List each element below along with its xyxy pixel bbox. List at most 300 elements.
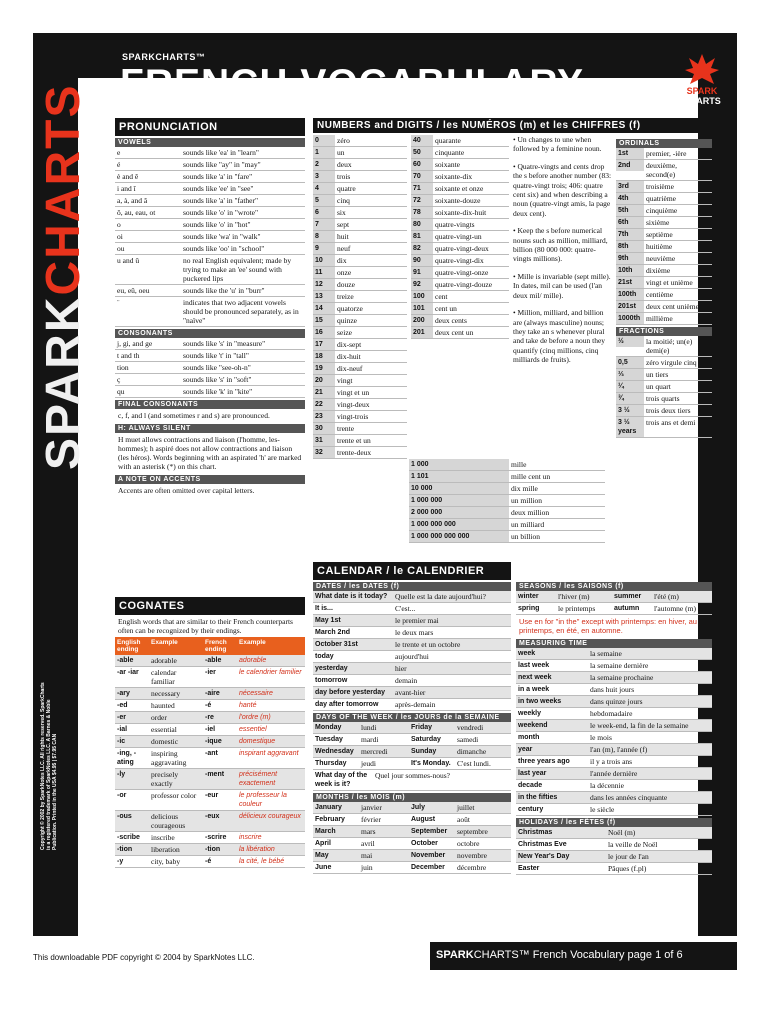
num2-cell: soixante-dix <box>435 172 473 181</box>
measuring-row <box>516 696 712 708</box>
num2-row <box>411 279 509 291</box>
cognates-cell: -ic <box>117 738 126 745</box>
side-brand <box>36 84 91 470</box>
consonants-cell: sounds like "see-oh-n" <box>183 363 251 372</box>
num2-cell: quatre-vingt-douze <box>435 280 493 289</box>
cognates-cell: -ed <box>117 702 128 709</box>
cognates-cell: -y <box>117 858 124 865</box>
dates-cell: le premier mai <box>395 616 439 625</box>
cognates-section <box>115 597 305 868</box>
large-numbers-table <box>409 459 605 543</box>
numbers-note: • Quatre-vingts and cents drop the s before another number (83: quatre-vingt trois; 406: quatre cent six) and when describing a noun (quatre-vingt amis, la page deux cent). <box>513 161 612 218</box>
num2-row <box>411 135 509 147</box>
measuring-row <box>516 660 712 672</box>
numbers-note: • Mille is invariable (sept mille). In dates, mil can be used (l'an deux mil/ mille). <box>513 271 611 300</box>
vowels-row <box>115 159 305 171</box>
cognates-cell: -tion <box>117 846 133 853</box>
num2-cell: 80 <box>411 219 433 230</box>
page-title: FRENCH VOCABULARY <box>120 62 585 105</box>
measuring-row <box>516 744 712 756</box>
holidays-row <box>516 827 712 839</box>
cognates-header <box>115 637 305 655</box>
ordinals-row <box>616 193 712 205</box>
vowels-row <box>115 231 305 243</box>
num2-cell: soixante-douze <box>435 196 481 205</box>
numbig-row <box>409 495 605 507</box>
vowels-table <box>115 147 305 327</box>
consonants-row <box>115 374 305 386</box>
numbig-cell: 1 000 000 000 <box>409 519 509 530</box>
num1-row <box>313 231 407 243</box>
pronunciation-section <box>115 118 305 497</box>
vowels-cell: ô, au, eau, ot <box>117 208 156 217</box>
vowels-row <box>115 285 305 297</box>
dates-cell: March 2nd <box>315 629 351 636</box>
num2-cell: 200 <box>411 315 433 326</box>
vowels-row <box>115 147 305 159</box>
measuring-cell: in two weeks <box>518 698 562 705</box>
days-row <box>313 734 511 746</box>
num2-row <box>411 207 509 219</box>
cognates-cell: -aire <box>205 690 220 697</box>
ordinals-row <box>616 313 712 325</box>
num1-row <box>313 327 407 339</box>
consonants-cell: sounds like 't' in "tall" <box>183 351 249 360</box>
num2-row <box>411 183 509 195</box>
ordinals-cell: deuxième, second(e) <box>646 161 678 179</box>
months-cell: octobre <box>457 839 480 848</box>
vowels-cell: sounds like 'o' in "wrote" <box>183 208 259 217</box>
logo-line2: CHARTS <box>683 96 721 106</box>
seasons-cell: summer <box>614 593 642 600</box>
num1-cell: huit <box>337 232 349 241</box>
months-cell: novembre <box>457 851 487 860</box>
dates-row <box>313 615 511 627</box>
cognates-cell: -ier <box>205 669 216 676</box>
ordinals-cell: 21st <box>616 277 644 288</box>
num1-cell: vingt et un <box>337 388 370 397</box>
months-cell: December <box>411 864 445 871</box>
holidays-cell: Pâques (f.pl) <box>608 864 647 873</box>
consonants-row <box>115 362 305 374</box>
days-cell: Tuesday <box>315 736 343 743</box>
num1-row <box>313 315 407 327</box>
num2-cell: quarante <box>435 136 461 145</box>
pronunciation-title: PRONUNCIATION <box>115 118 305 136</box>
num1-row <box>313 207 407 219</box>
dates-cell: yesterday <box>315 665 348 672</box>
num1-row <box>313 159 407 171</box>
dates-cell: October 31st <box>315 641 358 648</box>
consonants-cell: sounds like 'k' in "kite" <box>183 387 253 396</box>
holidays-title: HOLIDAYS / les FÊTES (f) <box>516 818 712 827</box>
num1-cell: 1 <box>313 147 335 158</box>
dates-row <box>313 591 511 603</box>
num2-row <box>411 315 509 327</box>
num1-cell: seize <box>337 328 352 337</box>
num2-cell: 82 <box>411 243 433 254</box>
cognates-cell: nécessaire <box>239 690 273 697</box>
months-table <box>313 802 511 874</box>
numbig-cell: mille <box>511 460 527 469</box>
holidays-table <box>516 827 712 875</box>
cognates-title: COGNATES <box>115 597 305 615</box>
num1-row <box>313 423 407 435</box>
months-cell: juin <box>361 863 373 872</box>
day-question-row <box>313 770 511 791</box>
days-cell: mercredi <box>361 747 388 756</box>
h-silent-text: H muet allows contractions and liaison (l'homme, les-hommes); h aspiré does not allow contractions and liaison (les héros). Words beginning with an aspirated 'h' are marked with an asterisk (*) on this chart. <box>118 435 302 471</box>
num2-cell: 101 <box>411 303 433 314</box>
consonants-row <box>115 350 305 362</box>
dates-cell: après-demain <box>395 700 436 709</box>
vowels-cell: è and ê <box>117 172 139 181</box>
consonants-cell: t and th <box>117 351 140 360</box>
days-cell: jeudi <box>361 759 376 768</box>
days-cell: Saturday <box>411 736 441 743</box>
vowels-cell: sounds like "ay" in "may" <box>183 160 261 169</box>
ordinals-cell: troisième <box>646 182 674 191</box>
dates-cell: demain <box>395 676 418 685</box>
num1-cell: 10 <box>313 255 335 266</box>
months-cell: juillet <box>457 803 475 812</box>
num2-cell: 72 <box>411 195 433 206</box>
ordinals-cell: centième <box>646 290 674 299</box>
days-cell: samedi <box>457 735 479 744</box>
months-row <box>313 802 511 814</box>
months-title: MONTHS / les MOIS (m) <box>313 793 511 802</box>
h-silent-title: H: ALWAYS SILENT <box>115 424 305 433</box>
vowels-row <box>115 171 305 183</box>
fractions-row <box>616 381 712 393</box>
num1-row <box>313 291 407 303</box>
ordinals-row <box>616 160 712 181</box>
fractions-cell: la moitié; un(e) demi(e) <box>646 337 693 355</box>
num2-row <box>411 159 509 171</box>
num1-cell: 12 <box>313 279 335 290</box>
num2-cell: quatre-vingts <box>435 220 475 229</box>
num1-row <box>313 339 407 351</box>
num2-cell: deux cent un <box>435 328 474 337</box>
num1-cell: dix-huit <box>337 352 361 361</box>
days-cell: C'est lundi. <box>457 759 491 768</box>
seasons-row <box>516 591 712 603</box>
cognates-cell: la libération <box>239 846 275 853</box>
num1-row <box>313 447 407 459</box>
numbers-title: NUMBERS and DIGITS / les NUMÉROS (m) et les CHIFFRES (f) <box>313 118 709 133</box>
fractions-cell: ⅓ <box>616 369 644 380</box>
measuring-cell: la semaine dernière <box>590 661 649 670</box>
num2-cell: 81 <box>411 231 433 242</box>
num1-cell: trente et un <box>337 436 371 445</box>
num2-row <box>411 195 509 207</box>
cognates-cell: -ial <box>117 726 128 733</box>
cognates-cell: -é <box>205 702 212 709</box>
vowels-row <box>115 207 305 219</box>
num1-row <box>313 363 407 375</box>
num1-cell: vingt <box>337 376 353 385</box>
num1-cell: dix-neuf <box>337 364 363 373</box>
footer-bar <box>430 942 737 970</box>
vowels-cell: sounds like 'o' in "hot" <box>183 220 251 229</box>
vowels-title: VOWELS <box>115 138 305 147</box>
vowels-cell: indicates that two adjacent vowels should be pronounced separately, as in "naïve" <box>183 298 299 325</box>
cognates-cell: domestique <box>239 738 276 745</box>
numbers-note: • Un changes to une when followed by a feminine noun. <box>513 135 602 154</box>
cognates-cell: haunted <box>151 701 175 710</box>
ordinals-cell: deux cent unième <box>646 302 699 311</box>
cognates-cell: -able <box>205 657 222 664</box>
ordinals-row <box>616 289 712 301</box>
num1-cell: 11 <box>313 267 335 278</box>
cognates-header-col4: Example <box>239 639 266 646</box>
num2-cell: 70 <box>411 171 433 182</box>
footer-copyright: This downloadable PDF copyright © 2004 by SparkNotes LLC. <box>33 953 255 962</box>
num1-cell: six <box>337 208 346 217</box>
cognates-cell: domestic <box>151 737 179 746</box>
num1-cell: 5 <box>313 195 335 206</box>
measuring-cell: weekly <box>518 710 541 717</box>
holidays-row <box>516 851 712 863</box>
sparkcharts-logo <box>676 52 728 116</box>
ordinals-cell: cinquième <box>646 206 678 215</box>
dates-row <box>313 699 511 711</box>
num1-row <box>313 171 407 183</box>
vowels-row <box>115 183 305 195</box>
days-cell: Thursday <box>315 760 347 767</box>
consonants-cell: ç <box>117 375 121 384</box>
holidays-cell: New Year's Day <box>518 853 570 860</box>
accents-text: Accents are often omitted over capital letters. <box>118 486 255 495</box>
num2-cell: deux cents <box>435 316 467 325</box>
vowels-cell: o <box>117 220 121 229</box>
num1-row <box>313 303 407 315</box>
fractions-cell: un quart <box>646 382 671 391</box>
ordinals-cell: 1st <box>616 148 644 159</box>
months-cell: septembre <box>457 827 488 836</box>
measuring-cell: last week <box>518 662 550 669</box>
fractions-cell: 3 ½ <box>616 405 644 416</box>
num1-cell: 20 <box>313 375 335 386</box>
logo-line1: SPARK <box>686 86 718 96</box>
cognates-row <box>115 688 305 700</box>
measuring-cell: decade <box>518 782 543 789</box>
cognates-row <box>115 667 305 688</box>
num1-row <box>313 243 407 255</box>
fractions-cell: 0,5 <box>616 357 644 368</box>
ordinals-row <box>616 277 712 289</box>
months-cell: janvier <box>361 803 382 812</box>
ordinals-cell: premier, -ière <box>646 149 687 158</box>
ordinals-row <box>616 241 712 253</box>
vowels-cell: sounds like 'ee' in "see" <box>183 184 254 193</box>
num2-cell: 91 <box>411 267 433 278</box>
ordinals-cell: septième <box>646 230 673 239</box>
holidays-cell: Noël (m) <box>608 828 636 837</box>
num2-cell: quatre-vingt-deux <box>435 244 489 253</box>
num1-row <box>313 279 407 291</box>
ordinals-row <box>616 229 712 241</box>
seasons-cell: l'été (m) <box>654 592 679 601</box>
num1-cell: 6 <box>313 207 335 218</box>
numbig-row <box>409 507 605 519</box>
numbig-cell: 2 000 000 <box>409 507 509 518</box>
days-cell: Monday <box>315 724 342 731</box>
holidays-cell: la veille de Noël <box>608 840 658 849</box>
num2-cell: cent <box>435 292 448 301</box>
num2-cell: quatre-vingt-dix <box>435 256 484 265</box>
measuring-row <box>516 768 712 780</box>
num1-cell: neuf <box>337 244 351 253</box>
num2-cell: 100 <box>411 291 433 302</box>
measuring-cell: three years ago <box>518 758 570 765</box>
num1-row <box>313 135 407 147</box>
consonants-cell: sounds like 's' in "soft" <box>183 375 252 384</box>
ordinals-cell: 10th <box>616 265 644 276</box>
months-cell: mars <box>361 827 376 836</box>
measuring-cell: in the fifties <box>518 794 558 801</box>
months-row <box>313 850 511 862</box>
num1-cell: vingt-trois <box>337 412 369 421</box>
numbig-row <box>409 459 605 471</box>
num2-cell: quatre-vingt-onze <box>435 268 489 277</box>
cognates-cell: le calendrier familier <box>239 669 302 676</box>
measuring-row <box>516 672 712 684</box>
dates-table <box>313 591 511 711</box>
ordinals-cell: 3rd <box>616 181 644 192</box>
cognates-cell: adorable <box>151 656 177 665</box>
cognates-row <box>115 790 305 811</box>
cognates-header-col1: English ending <box>117 639 141 653</box>
num1-cell: 3 <box>313 171 335 182</box>
cognates-cell: le professeur la couleur <box>239 792 287 808</box>
measuring-cell: la décennie <box>590 781 624 790</box>
days-cell: lundi <box>361 723 377 732</box>
months-cell: November <box>411 852 446 859</box>
vowels-cell: a, à, and â <box>117 196 148 205</box>
months-cell: avril <box>361 839 375 848</box>
num1-cell: 21 <box>313 387 335 398</box>
ordinals-table <box>616 148 712 325</box>
num2-row <box>411 219 509 231</box>
days-row <box>313 722 511 734</box>
cognates-header-col2: Example <box>151 639 178 646</box>
num1-row <box>313 399 407 411</box>
fractions-cell: ¼ <box>616 381 644 392</box>
cognates-cell: inscribe <box>151 833 175 842</box>
dates-row <box>313 603 511 615</box>
months-row <box>313 826 511 838</box>
days-cell: vendredi <box>457 723 484 732</box>
season-note: Use en for "in the" except with printemps: en hiver, au printemps, en été, en automne. <box>519 617 697 635</box>
numbers-column-1 <box>313 135 407 459</box>
num1-cell: douze <box>337 280 355 289</box>
measuring-row <box>516 648 712 660</box>
footer-page-label: CHARTS™ French Vocabulary page 1 of 6 <box>473 949 683 961</box>
ordinals-cell: 7th <box>616 229 644 240</box>
num2-row <box>411 231 509 243</box>
vowels-cell: sounds like 'a' in "fare" <box>183 172 253 181</box>
days-cell: dimanche <box>457 747 487 756</box>
fractions-cell: un tiers <box>646 370 669 379</box>
num2-cell: 60 <box>411 159 433 170</box>
cognates-cell: -ar -iar <box>117 669 139 676</box>
fractions-row <box>616 336 712 357</box>
num1-cell: 13 <box>313 291 335 302</box>
measuring-row <box>516 684 712 696</box>
num1-cell: 18 <box>313 351 335 362</box>
months-cell: March <box>315 828 336 835</box>
vowels-cell: sounds like 'ea' in "learn" <box>183 148 259 157</box>
fractions-row <box>616 393 712 405</box>
num1-cell: 19 <box>313 363 335 374</box>
numbig-row <box>409 531 605 543</box>
seasons-cell: l'hiver (m) <box>558 592 590 601</box>
numbig-cell: un milliard <box>511 520 545 529</box>
seasons-section <box>516 580 712 875</box>
num2-row <box>411 267 509 279</box>
num1-cell: dix <box>337 256 347 265</box>
numbers-column-2 <box>411 135 509 339</box>
num1-cell: quatre <box>337 184 356 193</box>
ordinals-row <box>616 301 712 313</box>
consonants-row <box>115 338 305 350</box>
cognates-cell: inspiring aggravating <box>151 749 187 767</box>
cognates-cell: -ing, -ating <box>117 750 137 766</box>
ordinals-row <box>616 205 712 217</box>
measuring-row <box>516 732 712 744</box>
consonants-row <box>115 386 305 398</box>
vowels-cell: oi <box>117 232 123 241</box>
vowels-row <box>115 219 305 231</box>
numbig-cell: 1 000 000 <box>409 495 509 506</box>
ordinals-cell: neuvième <box>646 254 676 263</box>
num1-cell: 14 <box>313 303 335 314</box>
final-consonants-text: c, f, and l (and sometimes r and s) are pronounced. <box>118 411 270 420</box>
numbers-note: • Keep the s before numerical nouns such as million, milliard, billion (80 000 000: quatre-vingts millions). <box>513 226 608 264</box>
ordinals-row <box>616 217 712 229</box>
num1-row <box>313 435 407 447</box>
dates-cell: What date is it today? <box>315 593 388 600</box>
measuring-table <box>516 648 712 816</box>
numbers-notes <box>513 135 613 459</box>
measuring-cell: le siècle <box>590 805 615 814</box>
num1-cell: 16 <box>313 327 335 338</box>
ordinals-section <box>616 137 712 438</box>
cognates-cell: -re <box>205 714 214 721</box>
measuring-cell: century <box>518 806 544 813</box>
num1-row <box>313 411 407 423</box>
cognates-intro: English words that are similar to their French counterparts often can be recognized by their endings. <box>118 617 293 635</box>
dates-row <box>313 687 511 699</box>
ordinals-cell: 2nd <box>616 160 644 171</box>
fractions-title: FRACTIONS <box>616 327 712 336</box>
numbig-cell: mille cent un <box>511 472 551 481</box>
numbig-cell: 10 000 <box>409 483 509 494</box>
numbig-cell: 1 101 <box>409 471 509 482</box>
months-cell: July <box>411 804 426 811</box>
num1-cell: 4 <box>313 183 335 194</box>
vowels-cell: ¨ <box>117 298 120 307</box>
vowels-cell: é <box>117 160 121 169</box>
months-row <box>313 814 511 826</box>
cognates-cell: liberation <box>151 845 180 854</box>
num1-row <box>313 387 407 399</box>
cognates-cell: -ous <box>117 813 132 820</box>
seasons-table <box>516 591 712 615</box>
ordinals-cell: millième <box>646 314 673 323</box>
num1-cell: 2 <box>313 159 335 170</box>
